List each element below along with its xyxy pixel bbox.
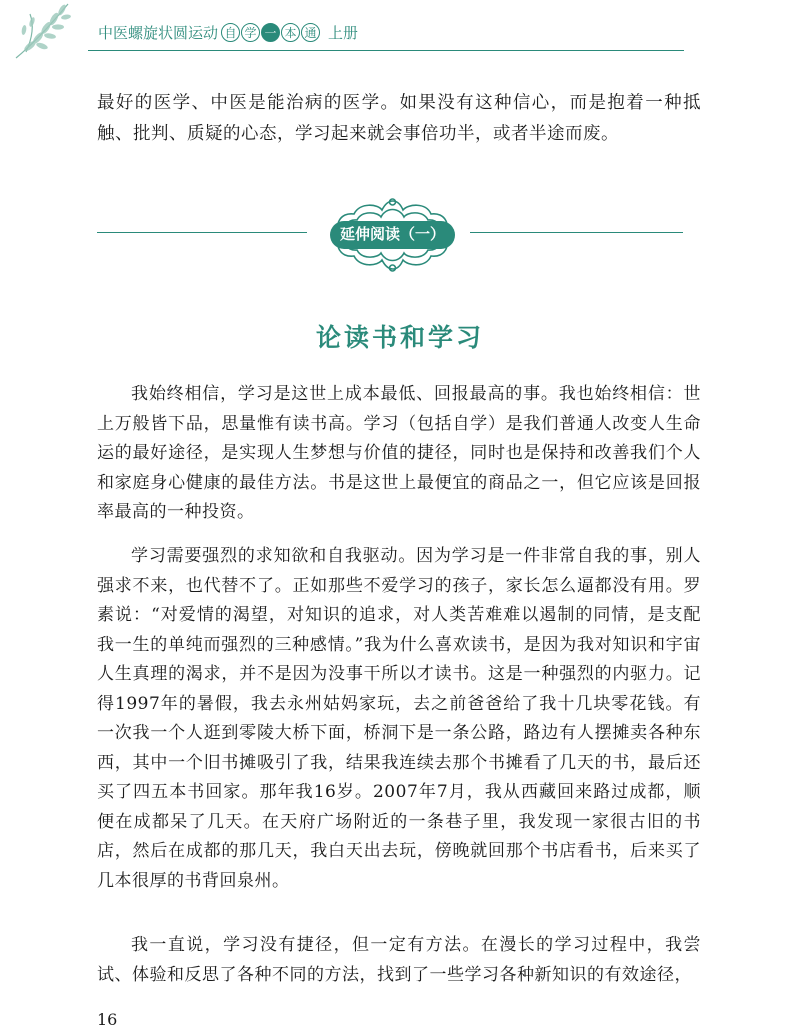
badge-label: 延伸阅读（一） — [339, 225, 445, 243]
circle-char: 本 — [281, 23, 300, 42]
intro-paragraph: 最好的医学、中医是能治病的医学。如果没有这种信心，而是抱着一种抵触、批判、质疑的心态，学习起来就会事倍功半，或者半途而废。 — [97, 93, 701, 144]
book-subtitle-circles — [220, 23, 320, 42]
page-header — [0, 0, 800, 60]
body-paragraph: 我始终相信，学习是这世上成本最低、回报最高的事。我也始终相信：世上万般皆下品，思量惟有读书高。学习（包括自学）是我们普通人改变人生命运的最好途径，是实现人生梦想与价值的捷径，同时也是保持和改善我们个人和家庭身心健康的最佳方法。书是这世上最便宜的商品之一，但它应该是回报率最高的一种投资。 — [97, 384, 701, 522]
leaf-ornament-icon — [8, 0, 88, 62]
body-paragraph: 我一直说，学习没有捷径，但一定有方法。在漫长的学习过程中，我尝试、体验和反思了各种不同的方法，找到了一些学习各种新知识的有效途径， — [97, 935, 701, 985]
header-divider — [88, 50, 684, 51]
volume-label: 上册 — [328, 24, 359, 42]
circle-char: 通 — [301, 23, 320, 42]
section-badge — [0, 190, 800, 280]
badge-rule-right — [470, 232, 683, 233]
running-title: 中医螺旋状圆运动 — [98, 24, 219, 42]
page-number: 16 — [97, 1010, 118, 1029]
body-paragraph: 学习需要强烈的求知欲和自我驱动。因为学习是一件非常自我的事，别人强求不来，也代替不了。正如那些不爱学习的孩子，家长怎么逼都没有用。罗素说：“对爱情的渴望，对知识的追求，对人类苦难难以遏制的同情，是支配我一生的单纯而强烈的三种感情。”我为什么喜欢读书，是因为我对知识和宇宙人生真理的渴求，并不是因为没事干所以才读书。这是一种强烈的内驱力。记得1997年的暑假，我去永州姑妈家玩，去之前爸爸给了我十几块零花钱。有一次我一个人逛到零陵大桥下面，桥洞下是一条公路，路边有人摆摊卖各种东西，其中一个旧书摊吸引了我，结果我连续去那个书摊看了几天的书，最后还买了四五本书回家。那年我16岁。2007年7月，我从西藏回来路过成都，顺便在成都呆了几天。在天府广场附近的一条巷子里，我发现一家很古旧的书店，然后在成都的那几天，我白天出去玩，傍晚就回那个书店看书，后来买了几本很厚的书背回泉州。 — [97, 546, 701, 891]
article-title: 论读书和学习 — [315, 323, 484, 352]
circle-char: 学 — [241, 23, 260, 42]
badge-rule-left — [97, 232, 307, 233]
circle-char: 自 — [221, 23, 240, 42]
circle-char: 一 — [261, 23, 280, 42]
running-head — [98, 22, 358, 43]
